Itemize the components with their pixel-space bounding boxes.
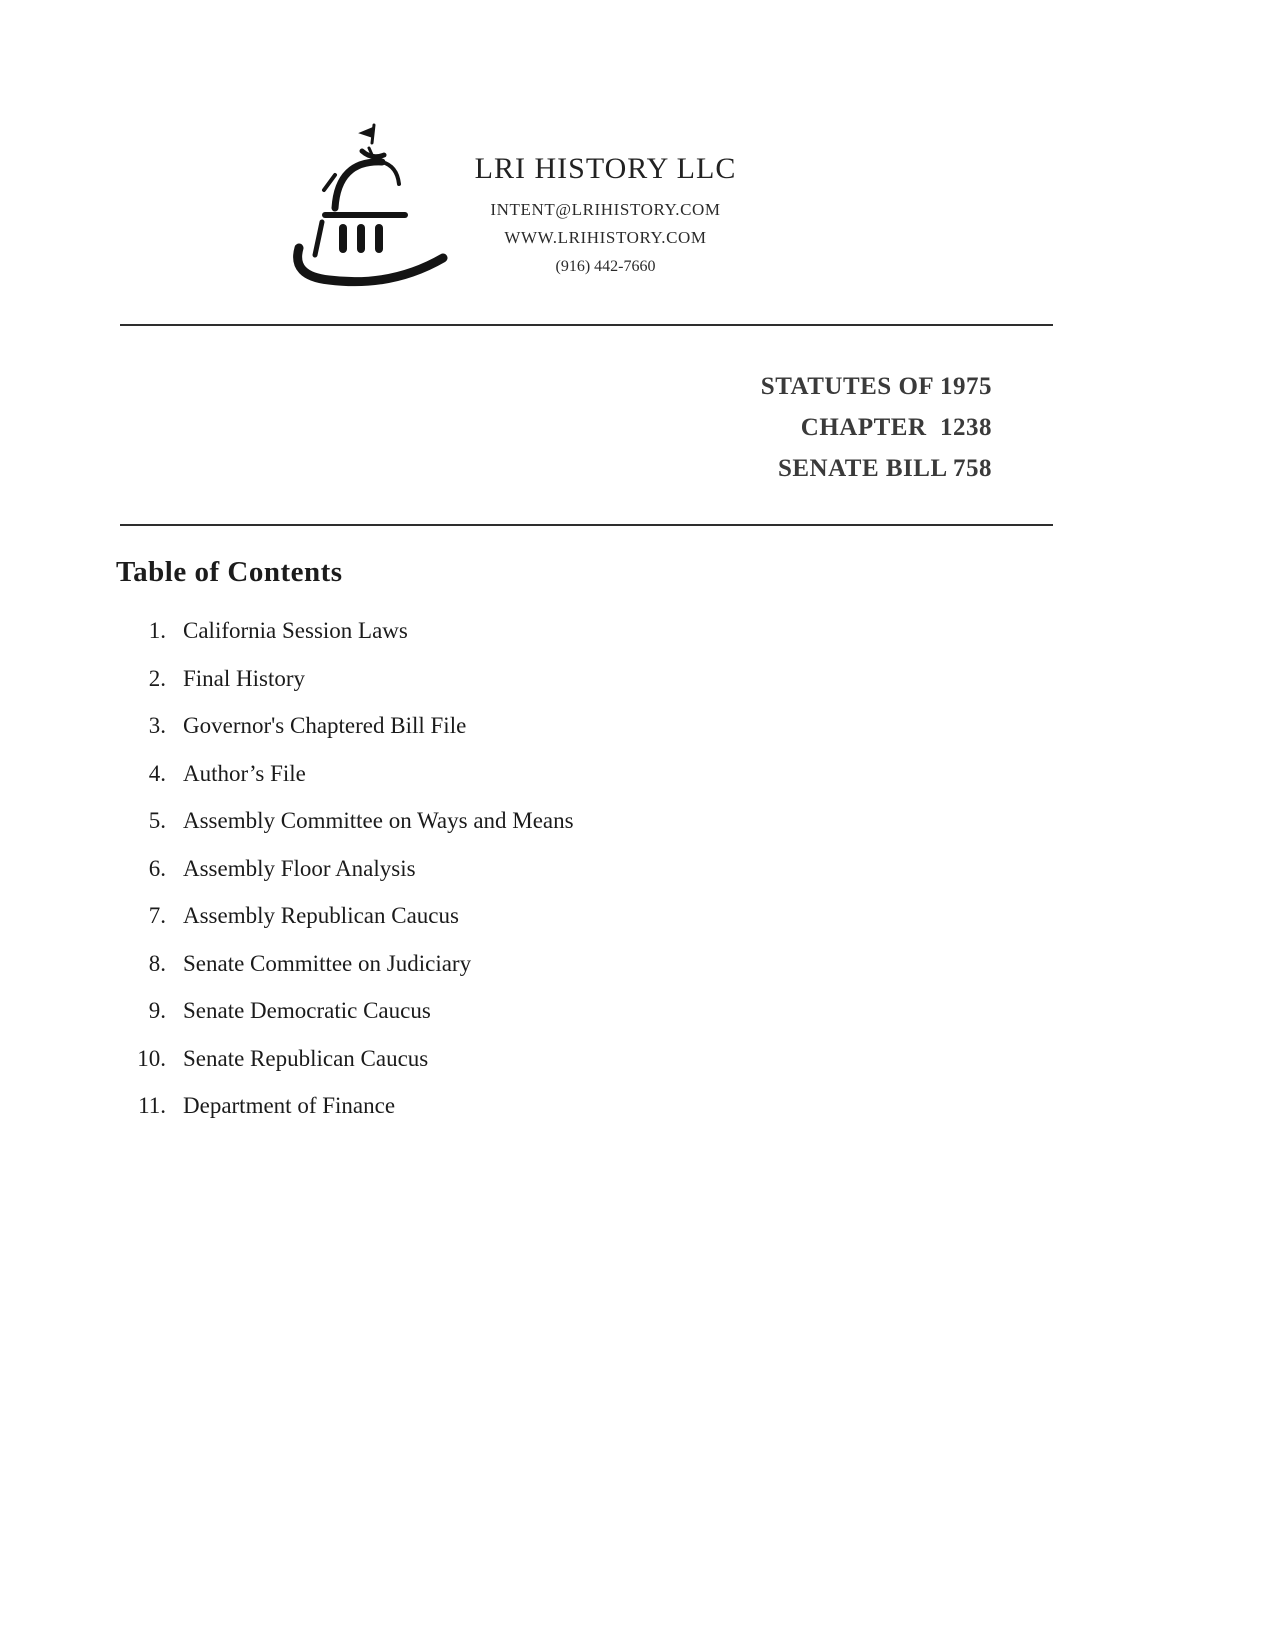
toc-item	[118, 903, 818, 951]
toc-item	[118, 998, 818, 1046]
toc-item-number: 1.	[148, 618, 166, 643]
company-name: LRI HISTORY LLC	[474, 152, 737, 185]
toc-item	[118, 761, 818, 809]
toc-item	[118, 666, 818, 714]
divider-top	[120, 324, 1053, 326]
toc-item-number: 8.	[148, 950, 166, 976]
toc-item-label: Governor's Chaptered Bill File	[183, 713, 467, 738]
divider-bottom	[120, 524, 1053, 526]
toc-item	[118, 618, 818, 666]
toc-item-label: California Session Laws	[183, 618, 408, 643]
document-title-block	[761, 366, 992, 489]
toc-item-number: 4.	[148, 760, 166, 786]
toc-item	[118, 1046, 818, 1094]
letterhead	[438, 150, 773, 281]
company-website: WWW.LRIHISTORY.COM	[504, 228, 707, 247]
toc-item-number: 7.	[148, 903, 166, 928]
toc-title: Table of Contents	[116, 556, 343, 588]
toc-item-number: 10.	[137, 1045, 166, 1071]
company-phone: (916) 442-7660	[555, 258, 656, 275]
toc-item-number: 11.	[138, 1093, 166, 1118]
toc-item-number: 9.	[148, 998, 166, 1023]
toc-item-label: Senate Committee on Judiciary	[183, 950, 472, 976]
toc-item-number: 2.	[148, 665, 166, 691]
toc-list	[118, 618, 818, 1141]
chapter-line: CHAPTER 1238	[800, 414, 992, 441]
toc-item-label: Assembly Floor Analysis	[183, 855, 416, 881]
toc-item-number: 3.	[148, 713, 166, 738]
toc-item-label: Author’s File	[183, 760, 306, 786]
toc-item-number: 5.	[148, 808, 166, 833]
company-email: INTENT@LRIHISTORY.COM	[490, 200, 721, 219]
toc-item	[118, 1093, 818, 1141]
toc-item	[118, 856, 818, 904]
senate-bill-line: SENATE BILL 758	[777, 455, 992, 482]
toc-item-label: Senate Republican Caucus	[183, 1045, 429, 1071]
toc-item	[118, 713, 818, 761]
statutes-line: STATUTES OF 1975	[760, 373, 992, 400]
toc-item	[118, 951, 818, 999]
toc-item	[118, 808, 818, 856]
toc-item-label: Assembly Republican Caucus	[183, 903, 459, 928]
toc-item-label: Assembly Committee on Ways and Means	[183, 808, 574, 833]
toc-item-label: Senate Democratic Caucus	[183, 998, 431, 1023]
toc-item-label: Department of Finance	[183, 1093, 396, 1118]
toc-item-number: 6.	[148, 855, 166, 881]
capitol-logo-icon	[285, 118, 455, 288]
toc-item-label: Final History	[183, 665, 306, 691]
